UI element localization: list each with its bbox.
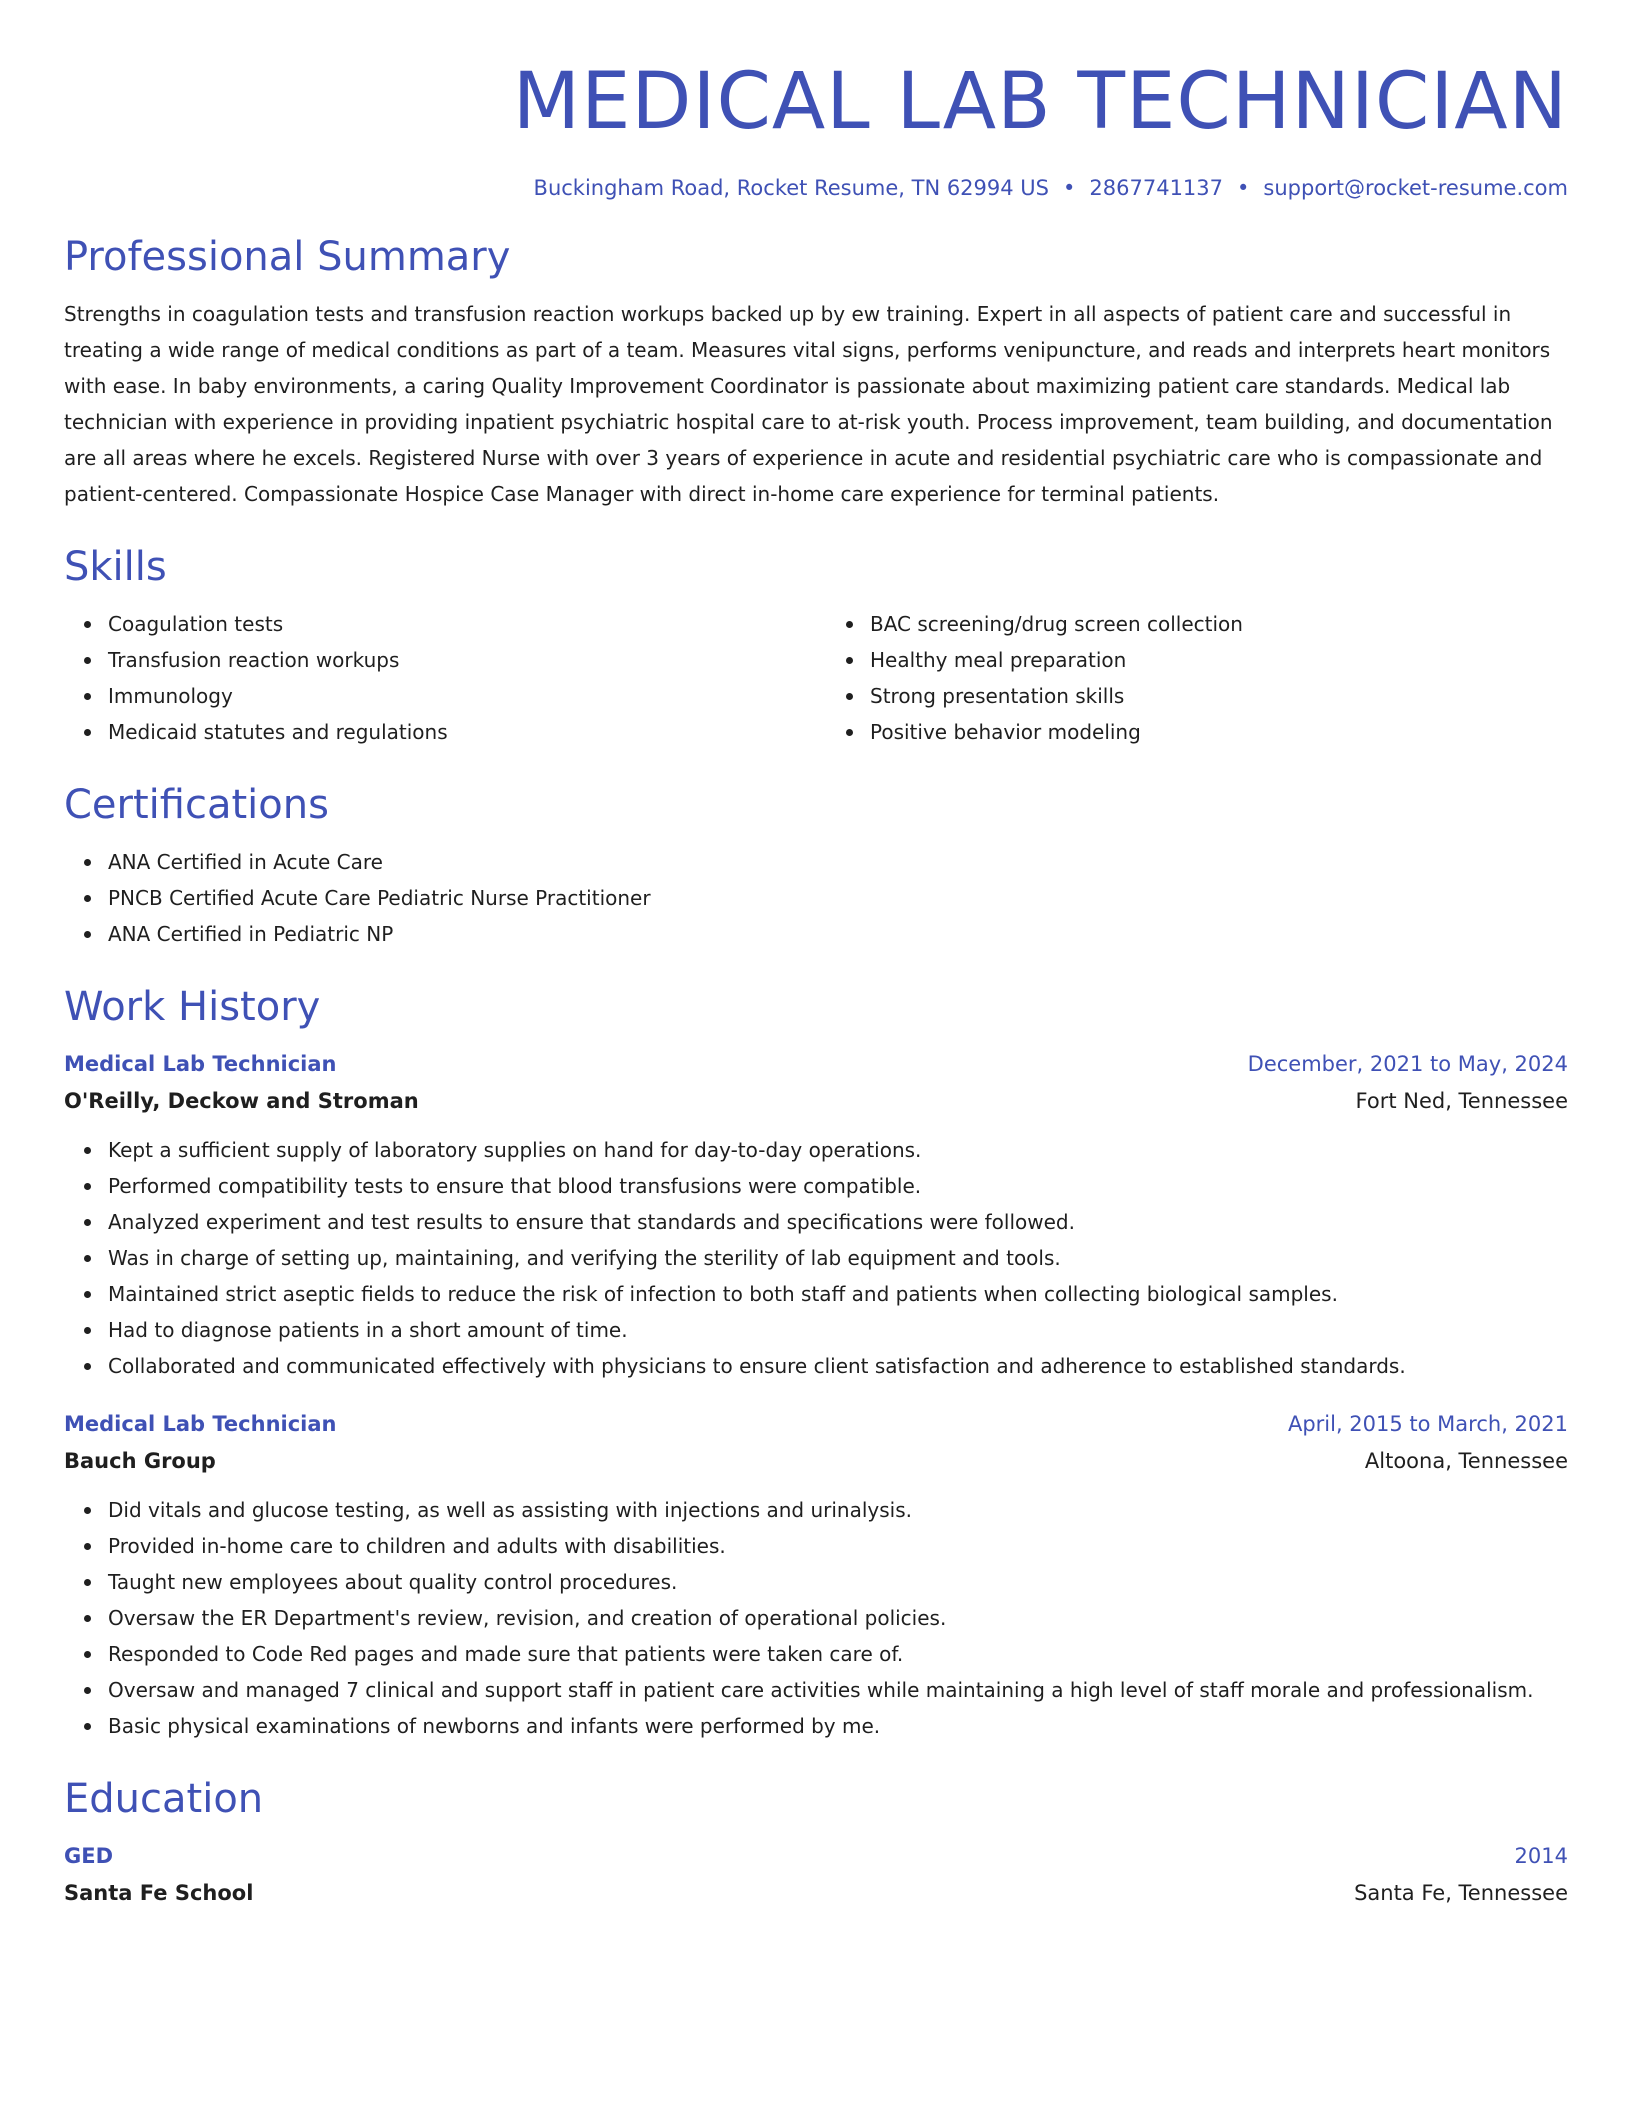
list-item: Oversaw and managed 7 clinical and support staff in patient care activities while maintaining a high level of staff morale and professionalism. — [108, 1672, 1568, 1708]
education-location: Santa Fe, Tennessee — [1354, 1881, 1568, 1905]
job-dates: December, 2021 to May, 2024 — [1247, 1052, 1568, 1076]
skills-grid — [64, 606, 1568, 750]
list-item: Analyzed experiment and test results to ensure that standards and specifications were followed. — [108, 1204, 1568, 1240]
list-item: Maintained strict aseptic fields to reduce the risk of infection to both staff and patients when collecting biological samples. — [108, 1276, 1568, 1312]
job-location: Fort Ned, Tennessee — [1355, 1089, 1568, 1113]
contact-separator: • — [1237, 176, 1250, 200]
education-header-row — [64, 1838, 1568, 1874]
education-degree: GED — [64, 1844, 114, 1868]
job-dates: April, 2015 to March, 2021 — [1287, 1412, 1568, 1436]
resume-header — [64, 54, 1568, 202]
list-item: Healthy meal preparation — [870, 642, 1568, 678]
education-year: 2014 — [1514, 1844, 1568, 1868]
list-item: Did vitals and glucose testing, as well as assisting with injections and urinalysis. — [108, 1492, 1568, 1528]
certifications-section — [64, 780, 1568, 952]
job-location: Altoona, Tennessee — [1364, 1449, 1568, 1473]
summary-section — [64, 232, 1568, 512]
job-company-row — [64, 1442, 1568, 1480]
list-item: Had to diagnose patients in a short amount of time. — [108, 1312, 1568, 1348]
list-item: Basic physical examinations of newborns and infants were performed by me. — [108, 1708, 1568, 1744]
list-item: Medicaid statutes and regulations — [108, 714, 806, 750]
job-header-row — [64, 1406, 1568, 1442]
education-school: Santa Fe School — [64, 1881, 254, 1905]
summary-title: Professional Summary — [64, 234, 511, 280]
list-item: PNCB Certified Acute Care Pediatric Nurse Practitioner — [108, 880, 1568, 916]
skills-title: Skills — [64, 544, 167, 590]
list-item: Kept a sufficient supply of laboratory supplies on hand for day-to-day operations. — [108, 1132, 1568, 1168]
job-entry — [64, 1046, 1568, 1384]
education-section — [64, 1774, 1568, 1912]
work-section — [64, 982, 1568, 1744]
certifications-list — [64, 844, 1568, 952]
list-item: ANA Certified in Acute Care — [108, 844, 1568, 880]
list-item: Transfusion reaction workups — [108, 642, 806, 678]
skills-list-right — [826, 606, 1568, 750]
summary-text: Strengths in coagulation tests and transfusion reaction workups backed up by ew training. Expert in all aspects of patient care and successful in treating a wide range of medical conditions as part of a team. Measures vital signs, performs venipuncture, and reads and interprets heart monitors with ease. In baby environments, a caring Quality Improvement Coordinator is passionate about maximizing patient care standards. Medical lab technician with experience in providing inpatient psychiatric hospital care to at-risk youth. Process improvement, team building, and documentation are all areas where he excels. Registered Nurse with over 3 years of experience in acute and residential psychiatric care who is compassionate and patient-centered. Compassionate Hospice Case Manager with direct in-home care experience for terminal patients. — [64, 302, 1553, 506]
list-item: Collaborated and communicated effectively with physicians to ensure client satisfaction and adherence to established standards. — [108, 1348, 1568, 1384]
list-item: Taught new employees about quality control procedures. — [108, 1564, 1568, 1600]
contact-line — [64, 174, 1568, 202]
list-item: BAC screening/drug screen collection — [870, 606, 1568, 642]
list-item: Positive behavior modeling — [870, 714, 1568, 750]
list-item: Provided in-home care to children and adults with disabilities. — [108, 1528, 1568, 1564]
list-item: Coagulation tests — [108, 606, 806, 642]
job-entry — [64, 1406, 1568, 1744]
certifications-title: Certifications — [64, 782, 329, 828]
list-item: Oversaw the ER Department's review, revision, and creation of operational policies. — [108, 1600, 1568, 1636]
job-duties-list — [64, 1492, 1568, 1744]
education-title: Education — [64, 1776, 264, 1822]
contact-address: Buckingham Road, Rocket Resume, TN 62994 US — [533, 176, 1050, 200]
skills-section — [64, 542, 1568, 750]
job-company: O'Reilly, Deckow and Stroman — [64, 1089, 419, 1113]
contact-separator: • — [1063, 176, 1076, 200]
list-item: Responded to Code Red pages and made sure that patients were taken care of. — [108, 1636, 1568, 1672]
job-company: Bauch Group — [64, 1449, 216, 1473]
contact-phone: 2867741137 — [1089, 176, 1224, 200]
resume-name: MEDICAL LAB TECHNICIAN — [512, 57, 1568, 147]
job-title: Medical Lab Technician — [64, 1052, 337, 1076]
contact-email: support@rocket-resume.com — [1263, 176, 1568, 200]
education-school-row — [64, 1874, 1568, 1912]
job-title: Medical Lab Technician — [64, 1412, 337, 1436]
job-company-row — [64, 1082, 1568, 1120]
skills-list-left — [64, 606, 806, 750]
list-item: ANA Certified in Pediatric NP — [108, 916, 1568, 952]
work-title: Work History — [64, 984, 321, 1030]
list-item: Strong presentation skills — [870, 678, 1568, 714]
job-duties-list — [64, 1132, 1568, 1384]
list-item: Performed compatibility tests to ensure that blood transfusions were compatible. — [108, 1168, 1568, 1204]
job-header-row — [64, 1046, 1568, 1082]
list-item: Was in charge of setting up, maintaining, and verifying the sterility of lab equipment and tools. — [108, 1240, 1568, 1276]
list-item: Immunology — [108, 678, 806, 714]
